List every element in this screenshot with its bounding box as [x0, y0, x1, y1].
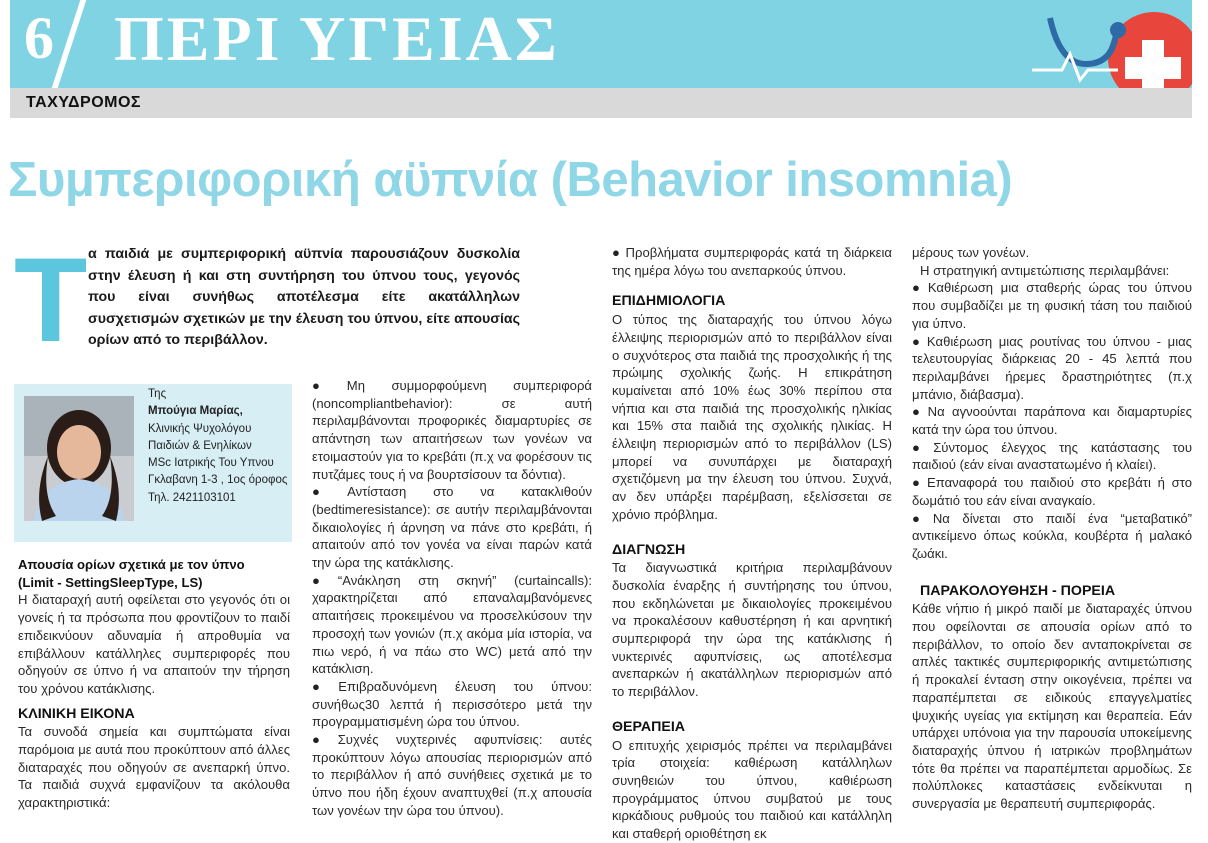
paragraph: Η στρατηγική αντιμετώπισης περιλαμβάνει:	[920, 262, 1170, 278]
list-item: ● Καθιέρωση μια σταθερής ώρας του ύπνου που συμβαδίζει με τη φυσική τάση του παιδιού για ύπνο.	[912, 279, 1192, 332]
column-3	[612, 244, 892, 843]
author-line: Τηλ. 2421103101	[148, 491, 236, 504]
author-line: Κλινικής Ψυχολόγου	[148, 422, 252, 435]
section-heading: ΘΕΡΑΠΕΙΑ	[612, 718, 686, 735]
subheading: (Limit - SettingSleepType, LS)	[18, 574, 203, 590]
section-heading: ΚΛΙΝΙΚΗ ΕΙΚΟΝΑ	[18, 705, 135, 722]
author-line: Γκλαβανη 1-3 , 1ος όροφος	[148, 474, 288, 487]
list-item: ● Προβλήματα συμπεριφοράς κατά τη διάρκεια της ημέρα λόγω του ανεπαρκούς ύπνου.	[612, 244, 892, 279]
paragraph: Τα διαγνωστικά κριτήρια περιλαμβάνουν δυσκολία έναρξης ή συντήρησης του ύπνου, που εκδηλώνεται με δικαιολογίες προκειμένου να προκαλέσουν καθυστέρηση ή και αρνητική συμπεριφορά την ώρα της κατάκλισης ή νυκτερινές αφυπνίσεις, ως αποτέλεσμα ανεπαρκών ή ακατάλληλων περιορισμών από το περιβάλλον.	[612, 560, 892, 700]
page-number: 6	[24, 5, 54, 71]
paragraph: Ο τύπος της διαταραχής του ύπνου λόγω έλλειψης περιορισμών από το περιβάλλον είναι ο συχνότερος στα παιδιά της προσχολικής ή της πρώιμης σχολικής ζωής. Η επικράτηση κυμαίνεται από 10% έως 30% περίπου στα νήπια και στα παιδιά της προσχολικής ηλικίας και 15% στα παιδιά της σχολικής ηλικίας. Η έλλειψη περιορισμών από το περιβάλλον (LS) μπορεί να συνυπάρχει με διαταραχή σχετιζόμενη μα την έλευση του ύπνου. Συχνά, αν δεν υπάρξει παρέμβαση, εξελίσσεται σε χρόνιο πρόβλημα.	[612, 312, 892, 522]
article-headline: Συμπεριφορική αϋπνία (Behavior insomnia)	[8, 153, 1013, 207]
list-item: ● Σύντομος έλεγχος της κατάστασης του παιδιού (εάν είναι αναστατωμένο ή κλαίει).	[912, 439, 1192, 474]
section-title: ΠΕΡΙ ΥΓΕΙΑΣ	[114, 3, 560, 74]
list-item: ● Να δίνεται στο παιδί ένα “μεταβατικό” αντικείμενο όπως κούκλα, κουβέρτα ή μαλακό ζωάκι.	[912, 510, 1192, 563]
publication-strip	[10, 88, 1192, 118]
author-photo	[24, 396, 134, 521]
author-line: Παιδιών & Ενηλίκων	[148, 439, 252, 452]
author-line: Της	[148, 388, 167, 400]
article-lead: α παιδιά με συμπεριφορική αϋπνία παρουσιάζουν δυσκολία στην έλευση ή και στη συντήρηση του ύπνου τους, γεγονός που είναι συνήθως αποτέλεσμα είτε ακατάλληλων συσχετισμών σχετικών με την έλευση του ύπνου, είτε απουσίας ορίων από το περιβάλλον.	[88, 246, 520, 348]
column-4	[912, 244, 1192, 813]
publication-name: ΤΑΧΥΔΡΟΜΟΣ	[26, 94, 142, 111]
drop-cap: Τ	[14, 233, 88, 367]
subheading: Απουσία ορίων σχετικά με τον ύπνο	[18, 557, 245, 572]
column-2	[312, 377, 592, 820]
section-heading: ΔΙΑΓΝΩΣΗ	[612, 541, 686, 558]
paragraph: Ο επιτυχής χειρισμός πρέπει να περιλαμβάνει τρία στοιχεία: καθιέρωση κατάλληλων συνηθειών του ύπνου, καθιέρωση προγράμματος ύπνου συμβατού με τους κιρκάδιους ρυθμούς του παιδιού και κατάλληλη και σταθερή οριοθέτηση εκ	[612, 737, 892, 842]
list-item: ● Καθιέρωση μιας ρουτίνας του ύπνου - μιας τελευτουργίας διάρκειας 20 - 45 λεπτά που περιλαμβάνει ήρεμες δραστηριότητες (π.χ μπάνιο, διάβασμα).	[912, 333, 1192, 404]
list-item: ● Αντίσταση στο να κατακλιθούν (bedtimeresistance): σε αυτήν περιλαμβάνονται δικαιολογίες ή άρνηση να πάνε στο κρεβάτι, ή απαιτούν από τον γονέα να είναι παρών κατά την ώρα της κατάκλισης.	[312, 483, 592, 572]
list-item: ● Μη συμμορφούμενη συμπεριφορά (noncompliantbehavior): σε αυτή περιλαμβάνονται προφορικές διαμαρτυρίες σε απάντηση των απαιτήσεων των γονέων να ετοιμαστούν για το κρεβάτι (π.χ να φορέσουν τις πυτζάμες τους ή να βουρτσίσουν τα δόντια).	[312, 377, 592, 483]
column-1	[18, 556, 290, 812]
paragraph: Τα συνοδά σημεία και συμπτώματα είναι παρόμοια με αυτά που προκύπτουν από άλλες διαταραχές που οδηγούν σε ανεπαρκή ύπνο. Τα παιδιά συχνά εμφανίζουν τα ακόλουθα χαρακτηριστικά:	[18, 724, 290, 811]
banner-slash	[50, 0, 88, 88]
author-name: Μπούγια Μαρίας,	[148, 405, 243, 418]
paragraph: μέρους των γονέων.	[912, 245, 1030, 260]
medical-cross-icon	[1032, 0, 1192, 88]
author-credits	[148, 386, 288, 507]
section-heading: ΕΠΙΔΗΜΙΟΛΟΓΙΑ	[612, 293, 726, 310]
list-item: ● Να αγνοούνται παράπονα και διαμαρτυρίες κατά την ώρα του ύπνου.	[912, 403, 1192, 438]
list-item: ● “Ανάκληση στη σκηνή” (curtaincalls): χαρακτηρίζεται από επαναλαμβανόμενες απαιτήσεις προκειμένου να προσελκύσουν την προσοχή των γονιών (π.χ ακόμα μία ιστορία, να πιω νερό, ή να πάω στο WC) μετά από την κατάκλιση.	[312, 572, 592, 678]
paragraph: Κάθε νήπιο ή μικρό παιδί με διαταραχές ύπνου που οφείλονται σε απουσία ορίων από το περιβάλλον, το οποίο δεν ανταποκρίνεται σε απλές τακτικές συμπεριφορικής αντιμετώπισης ή προκαλεί ένταση στην οικογένεια, πρέπει να παραπέμπεται σε ειδικούς επαγγελματίες ψυχικής υγείας για εκτίμηση και θεραπεία. Εάν υπάρχει υπόνοια για την παρουσία υποκείμενης διαταραχής ύπνου ή ιατρικών προβλημάτων τότε θα πρέπει να παραπέμπεται αρμοδίως. Σε πολύπλοκες καταστάσεις ενδείκνυται η συνεργασία με θεραπευτή συμπεριφοράς.	[912, 601, 1192, 812]
list-item: ● Επιβραδυνόμενη έλευση του ύπνου: συνήθως30 λεπτά ή περισσότερο μετά την προγραμματισμένη ώρα του ύπνου.	[312, 678, 592, 731]
section-heading: ΠΑΡΑΚΟΛΟΥΘΗΣΗ - ΠΟΡΕΙΑ	[920, 582, 1116, 599]
paragraph: Η διαταραχή αυτή οφείλεται στο γεγονός ότι οι γονείς ή τα πρόσωπα που φροντίζουν το παιδί επιδεικνύουν αδυναμία ή απροθυμία να επιβάλλουν κατάλληλες συμπεριφορές που οδηγούν σε ύπνο ή να απαιτούν την τήρηση του χρόνου κατάκλισης.	[18, 592, 290, 696]
list-item: ● Επαναφορά του παιδιού στο κρεβάτι ή στο δωμάτιό του εάν είναι αναγκαίο.	[912, 474, 1192, 509]
section-banner	[10, 0, 1192, 88]
author-line: MSc Ιατρικής Του Υπνου	[148, 457, 274, 470]
list-item: ● Συχνές νυχτερινές αφυπνίσεις: αυτές προκύπτουν λόγω απουσίας περιορισμών από το περιβάλλον ή από συνήθειες σχετικά με το ύπνο που ήδη έχουν αναπτυχθεί (π.χ απουσία των γονέων την ώρα του ύπνου).	[312, 731, 592, 820]
